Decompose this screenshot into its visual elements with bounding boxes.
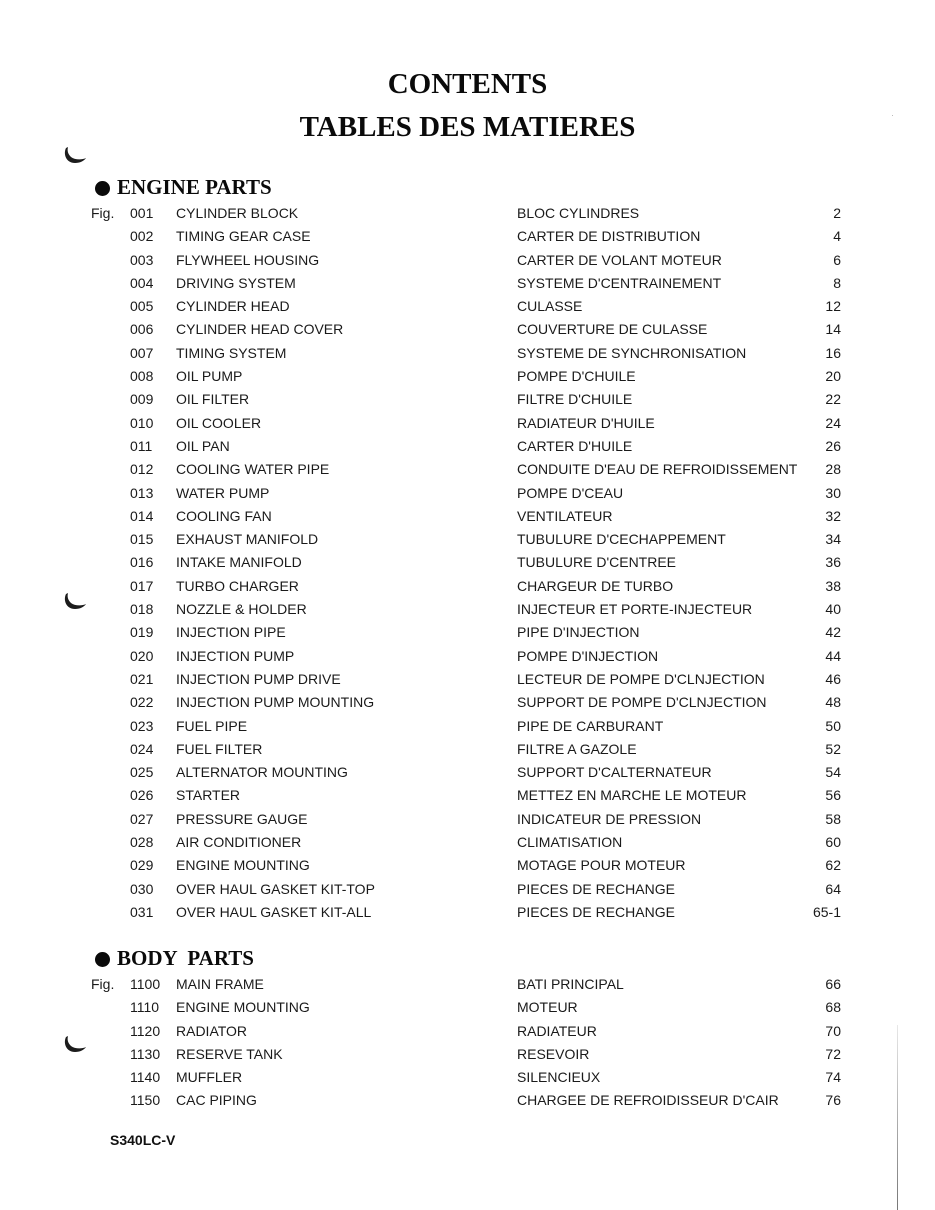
fig-number: 018: [130, 601, 154, 618]
english-title: COOLING WATER PIPE: [176, 461, 330, 478]
french-title: BLOC CYLINDRES: [517, 205, 640, 221]
model-code: S340LC-V: [110, 1132, 176, 1148]
fig-label: Fig.: [91, 205, 115, 221]
page-number: 66: [825, 976, 841, 992]
fig-number: 031: [130, 903, 154, 920]
toc-row: [0, 996, 935, 1019]
french-title: CHARGEUR DE TURBO: [517, 577, 674, 594]
english-title: TIMING GEAR CASE: [176, 228, 311, 245]
page-number: 22: [825, 391, 841, 408]
toc-row: [0, 621, 935, 644]
english-title: STARTER: [176, 787, 241, 804]
french-title: SYSTEME D'CENTRAINEMENT: [517, 274, 722, 291]
fig-number: 010: [130, 414, 154, 431]
toc-row: [0, 412, 935, 435]
english-title: RADIATOR: [176, 1022, 248, 1039]
toc-row: [0, 318, 935, 341]
toc-row: [0, 691, 935, 714]
page-number: 4: [833, 228, 841, 245]
french-title: TUBULURE D'CENTREE: [517, 554, 677, 571]
page-number: 34: [825, 531, 841, 548]
toc-row: [0, 715, 935, 738]
section-heading-label: ENGINE PARTS: [117, 175, 272, 199]
fig-number: 1150: [130, 1092, 161, 1109]
fig-number: 012: [130, 461, 154, 478]
toc-row: [0, 784, 935, 807]
fig-number: 1110: [130, 999, 160, 1016]
page-number: 54: [825, 764, 841, 781]
english-title: CAC PIPING: [176, 1092, 257, 1109]
engine-parts-list: [0, 202, 935, 924]
fig-number: 022: [130, 694, 154, 711]
fig-number: 011: [130, 437, 153, 454]
fig-number: 1140: [130, 1069, 161, 1086]
page-number: 8: [833, 274, 841, 291]
french-title: PIECES DE RECHANGE: [517, 903, 675, 920]
toc-row: [0, 225, 935, 248]
french-title: INDICATEUR DE PRESSION: [517, 810, 702, 827]
french-title: FILTRE A GAZOLE: [517, 740, 637, 757]
toc-row: [0, 528, 935, 551]
fig-number: 014: [130, 507, 154, 524]
toc-row: [0, 272, 935, 295]
english-title: OVER HAUL GASKET KIT-ALL: [176, 903, 372, 920]
section-heading-label: BODY PARTS: [117, 946, 254, 970]
fig-label: Fig.: [91, 976, 115, 992]
english-title: CYLINDER BLOCK: [176, 205, 299, 221]
french-title: CLIMATISATION: [517, 834, 623, 851]
page-number: 36: [825, 554, 841, 571]
page-number: 52: [825, 740, 841, 757]
fig-number: 006: [130, 321, 154, 338]
english-title: FUEL PIPE: [176, 717, 248, 734]
toc-row: [0, 458, 935, 481]
french-title: METTEZ EN MARCHE LE MOTEUR: [517, 787, 747, 804]
fig-number: 027: [130, 810, 154, 827]
english-title: CYLINDER HEAD: [176, 298, 290, 315]
fig-number: 1120: [130, 1022, 161, 1039]
english-title: INJECTION PUMP MOUNTING: [176, 694, 375, 711]
english-title: ENGINE MOUNTING: [176, 857, 310, 874]
fig-number: 001: [130, 205, 154, 221]
page-number: 60: [825, 834, 841, 851]
toc-row: [0, 435, 935, 458]
page-number: 20: [825, 368, 841, 385]
french-title: CARTER DE DISTRIBUTION: [517, 228, 701, 245]
french-title: PIECES DE RECHANGE: [517, 880, 675, 897]
french-title: MOTEUR: [517, 999, 578, 1016]
french-title: POMPE D'CHUILE: [517, 368, 636, 385]
fig-number: 020: [130, 647, 154, 664]
page-number: 32: [825, 507, 841, 524]
toc-row: [0, 505, 935, 528]
french-title: CARTER DE VOLANT MOTEUR: [517, 251, 722, 268]
page-number: 68: [825, 999, 841, 1016]
french-title: RADIATEUR D'HUILE: [517, 414, 655, 431]
english-title: FUEL FILTER: [176, 740, 263, 757]
toc-row: [0, 901, 935, 924]
french-title: LECTEUR DE POMPE D'CLNJECTION: [517, 670, 765, 687]
toc-row: [0, 973, 935, 996]
page-edge-line: [897, 1025, 898, 1210]
bullet-icon: [95, 181, 110, 196]
fig-number: 013: [130, 484, 154, 501]
page-number: 6: [833, 251, 841, 268]
french-title: FILTRE D'CHUILE: [517, 391, 633, 408]
fig-number: 017: [130, 577, 154, 594]
toc-row: [0, 761, 935, 784]
toc-row: [0, 482, 935, 505]
fig-number: 007: [130, 344, 154, 361]
fig-number: 021: [130, 670, 154, 687]
page-number: 16: [825, 344, 841, 361]
page-number: 76: [825, 1092, 841, 1109]
page-number: 70: [825, 1022, 841, 1039]
page-number: 2: [833, 205, 841, 221]
french-title: POMPE D'INJECTION: [517, 647, 659, 664]
english-title: INJECTION PUMP DRIVE: [176, 670, 341, 687]
french-title: COUVERTURE DE CULASSE: [517, 321, 708, 338]
english-title: TIMING SYSTEM: [176, 344, 287, 361]
fig-number: 015: [130, 531, 154, 548]
english-title: INTAKE MANIFOLD: [176, 554, 302, 571]
toc-row: [0, 202, 935, 225]
toc-row: [0, 598, 935, 621]
fig-number: 008: [130, 368, 154, 385]
english-title: OIL PAN: [176, 437, 230, 454]
toc-row: [0, 388, 935, 411]
fig-number: 009: [130, 391, 154, 408]
toc-row: [0, 668, 935, 691]
fig-number: 003: [130, 251, 154, 268]
english-title: AIR CONDITIONER: [176, 834, 302, 851]
toc-row: [0, 831, 935, 854]
page-number: 50: [825, 717, 841, 734]
english-title: OVER HAUL GASKET KIT-TOP: [176, 880, 375, 897]
english-title: ENGINE MOUNTING: [176, 999, 310, 1016]
fig-number: 016: [130, 554, 154, 571]
english-title: PRESSURE GAUGE: [176, 810, 308, 827]
fig-number: 023: [130, 717, 154, 734]
english-title: TURBO CHARGER: [176, 577, 299, 594]
french-title: BATI PRINCIPAL: [517, 976, 624, 992]
page-number: 26: [825, 437, 841, 454]
page-number: 46: [825, 670, 841, 687]
fig-number: 1100: [130, 976, 161, 992]
fig-number: 025: [130, 764, 154, 781]
toc-row: [0, 1020, 935, 1043]
french-title: CONDUITE D'EAU DE REFROIDISSEMENT: [517, 461, 798, 478]
fig-number: 030: [130, 880, 154, 897]
french-title: MOTAGE POUR MOTEUR: [517, 857, 686, 874]
fig-number: 1130: [130, 1045, 161, 1062]
english-title: WATER PUMP: [176, 484, 270, 501]
page-number: 58: [825, 810, 841, 827]
french-title: INJECTEUR ET PORTE-INJECTEUR: [517, 601, 753, 618]
french-title: SYSTEME DE SYNCHRONISATION: [517, 344, 747, 361]
english-title: DRIVING SYSTEM: [176, 274, 296, 291]
binder-hole-mark-icon: [62, 146, 84, 162]
page-number: 24: [825, 414, 841, 431]
page-subtitle: TABLES DES MATIERES: [299, 111, 636, 143]
toc-row: [0, 342, 935, 365]
section-heading-engine-parts: [95, 175, 272, 200]
bullet-icon: [95, 952, 110, 967]
toc-row: [0, 1089, 935, 1112]
toc-row: [0, 1043, 935, 1066]
toc-row: [0, 645, 935, 668]
french-title: PIPE DE CARBURANT: [517, 717, 664, 734]
french-title: PIPE D'INJECTION: [517, 624, 640, 641]
french-title: CULASSE: [517, 298, 583, 315]
fig-number: 029: [130, 857, 154, 874]
fig-number: 005: [130, 298, 154, 315]
toc-row: [0, 878, 935, 901]
english-title: MAIN FRAME: [176, 976, 264, 992]
english-title: CYLINDER HEAD COVER: [176, 321, 344, 338]
toc-row: [0, 738, 935, 761]
english-title: NOZZLE & HOLDER: [176, 601, 307, 618]
page-number: 64: [825, 880, 841, 897]
page-number: 44: [825, 647, 841, 664]
toc-row: [0, 808, 935, 831]
fig-number: 028: [130, 834, 154, 851]
english-title: OIL COOLER: [176, 414, 262, 431]
french-title: VENTILATEUR: [517, 507, 613, 524]
toc-row: [0, 1066, 935, 1089]
page-number: 30: [825, 484, 841, 501]
english-title: OIL FILTER: [176, 391, 250, 408]
page-number: 14: [825, 321, 841, 338]
english-title: EXHAUST MANIFOLD: [176, 531, 319, 548]
toc-row: [0, 551, 935, 574]
fig-number: 024: [130, 740, 154, 757]
english-title: MUFFLER: [176, 1069, 243, 1086]
toc-row: [0, 575, 935, 598]
fig-number: 004: [130, 274, 154, 291]
english-title: RESERVE TANK: [176, 1045, 283, 1062]
french-title: RADIATEUR: [517, 1022, 597, 1039]
fig-number: 002: [130, 228, 154, 245]
page-title: CONTENTS: [387, 68, 548, 100]
page-number: 74: [825, 1069, 841, 1086]
page-number: 42: [825, 624, 841, 641]
english-title: ALTERNATOR MOUNTING: [176, 764, 348, 781]
french-title: SUPPORT DE POMPE D'CLNJECTION: [517, 694, 767, 711]
page-number: 38: [825, 577, 841, 594]
page-number: 65-1: [812, 903, 841, 920]
english-title: COOLING FAN: [176, 507, 272, 524]
toc-row: [0, 854, 935, 877]
french-title: RESEVOIR: [517, 1045, 590, 1062]
french-title: CARTER D'HUILE: [517, 437, 633, 454]
english-title: INJECTION PIPE: [176, 624, 286, 641]
body-parts-list: [0, 973, 935, 1113]
page-number: 72: [825, 1045, 841, 1062]
page-number: 56: [825, 787, 841, 804]
toc-row: [0, 295, 935, 318]
french-title: SILENCIEUX: [517, 1069, 601, 1086]
fig-number: 026: [130, 787, 154, 804]
page-number: 40: [825, 601, 841, 618]
french-title: CHARGEE DE REFROIDISSEUR D'CAIR: [517, 1092, 779, 1109]
page-number: 48: [825, 694, 841, 711]
french-title: POMPE D'CEAU: [517, 484, 624, 501]
page-number: 28: [825, 461, 841, 478]
toc-row: [0, 249, 935, 272]
english-title: OIL PUMP: [176, 368, 243, 385]
english-title: FLYWHEEL HOUSING: [176, 251, 320, 268]
section-heading-body-parts: [95, 946, 254, 971]
scan-speck: [892, 115, 893, 116]
page-number: 62: [825, 857, 841, 874]
french-title: SUPPORT D'CALTERNATEUR: [517, 764, 712, 781]
english-title: INJECTION PUMP: [176, 647, 295, 664]
french-title: TUBULURE D'CECHAPPEMENT: [517, 531, 726, 548]
fig-number: 019: [130, 624, 154, 641]
toc-row: [0, 365, 935, 388]
page-number: 12: [825, 298, 841, 315]
